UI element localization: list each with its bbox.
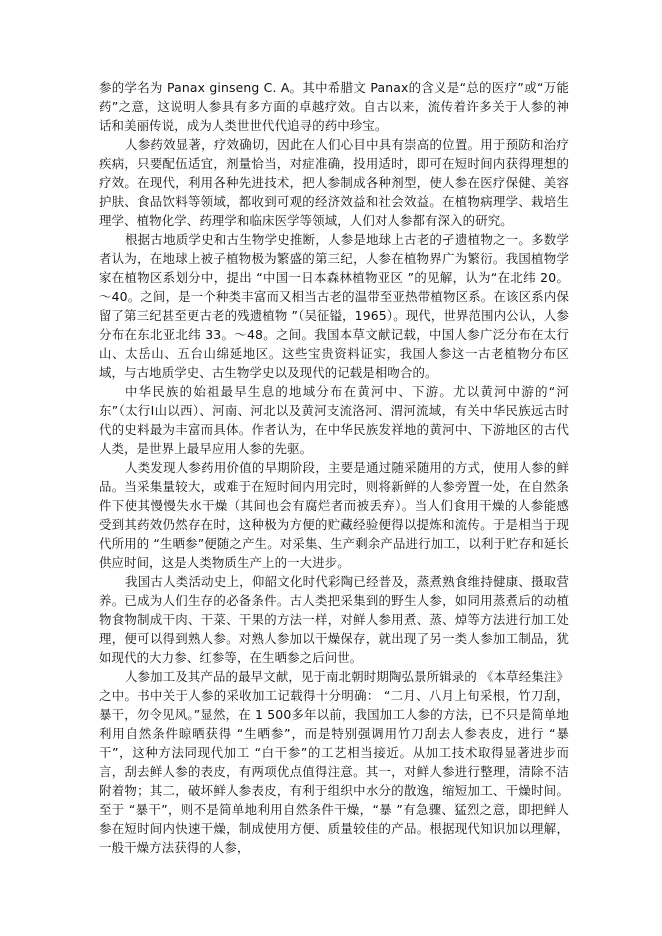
paragraph-6: 我国古人类活动史上，仰韶文化时代彩陶已经普及，蒸煮熟食维持健康、摄取营养。已成为人们生存的必备条件。古人类把采集到的野生人参，如同用蒸煮后的动植物食物制成干肉、干菜、干果的方法一样，对鲜人参用煮、蒸、焯等方法进行加工处理，便可以得到熟人参。对熟人参加以干燥保存，就出现了另一类人参加工制品，犹如现代的大力参、红参等，在生晒参之后问世。 [99,574,569,665]
paragraph-3: 根据古地质学史和古生物学史推断，人参是地球上古老的孑遗植物之一。多数学者认为，在地球上被子植物极为繁盛的第三纪，人参在植物界广为繁衍。我国植物学家在植物区系划分中，提出 “中国一日本森林植物亚区 ”的见解，认为“在北纬 20。～40。之间，是一个种类丰富而又相当古老的温带至亚热带植物区系。在该区系内保留了第三纪甚至更古老的残遗植物 ”（吴征镒，1965）。现代，世界范围内公认，人参分布在东北亚北纬 33。～48。之间。我国本草文献记载，中国人参广泛分布在太行山、太岳山、五台山绵延地区。这些宝贵资料证实，我国人参这一古老植物分布区域，与古地质学史、古生物学史以及现代的记载是相吻合的。 [99,232,569,380]
paragraph-2: 人参药效显著，疗效确切，因此在人们心目中具有崇高的位置。用于预防和治疗疾病，只要配伍适宜，剂量恰当，对症准确，投用适时，即可在短时间内获得理想的疗效。在现代，利用各种先进技术，把人参制成各种剂型，使人参在医疗保健、美容护肤、食品饮料等领域，都收到可观的经济效益和社会效益。在植物病理学、栽培生理学、植物化学、药理学和临床医学等领域，人们对人参都有深入的研究。 [99,137,569,228]
paragraph-5: 人类发现人参药用价值的早期阶段，主要是通过随采随用的方式，使用人参的鲜品。当采集量较大，或难于在短时间内用完时，则将新鲜的人参旁置一处，在自然条件下使其慢慢失水干燥（其间也会有腐烂者而被丢弃）。当人们食用干燥的人参能感受到其药效仍然存在时，这种极为方便的贮藏经验便得以提炼和流传。于是相当于现代所用的 “生晒参”便随之产生。对采集、生产剩余产品进行加工，以利于贮存和延长供应时间，这是人类物质生产上的一大进步。 [99,460,569,570]
paragraph-7: 人参加工及其产品的最早文献，见于南北朝时期陶弘景所辑录的 《本草经集注》之中。书中关于人参的采收加工记载得十分明确： “二月、八月上旬采根，竹刀刮，暴干，勿令见风。”显然，在 1 500多年以前，我国加工人参的方法，已不只是简单地利用自然条件晾晒获得 “生晒参”，而是特别强调用竹刀刮去人参表皮，进行 “暴干”，这种方法同现代加工 “白干参”的工艺相当接近。从加工技术取得显著进步而言，刮去鲜人参的表皮，有两项优点值得注意。其一，对鲜人参进行整理，清除不洁附着物；其二，破坏鲜人参表皮，有利于组织中水分的散逸，缩短加工、干燥时间。至于 “暴干”，则不是简单地利用自然条件干燥，“暴 ”有急骤、猛烈之意，即把鲜人参在短时间内快速干燥，制成使用方便、质量较佳的产品。根据现代知识加以理解，一般干燥方法获得的人参， [99,669,569,855]
paragraph-4: 中华民族的始祖最早生息的地域分布在黄河中、下游。尤以黄河中游的“河东”（太行Ⅰ山以西）、河南、河北以及黄河支流洛河、渭河流域，有关中华民族远古时代的史料最为丰富而具体。作者认为，在中华民族发祥地的黄河中、下游地区的古代人类，是世界上最早应用人参的先驱。 [99,384,569,456]
document-page [99,78,569,908]
paragraph-1: 参的学名为 Panax ginseng C. A。其中希腊文 Panax的含义是“总的医疗”或“万能药”之意，这说明人参具有多方面的卓越疗效。自古以来，流传着许多关于人参的神话和美丽传说，成为人类世世代代追寻的药中珍宝。 [99,80,569,133]
